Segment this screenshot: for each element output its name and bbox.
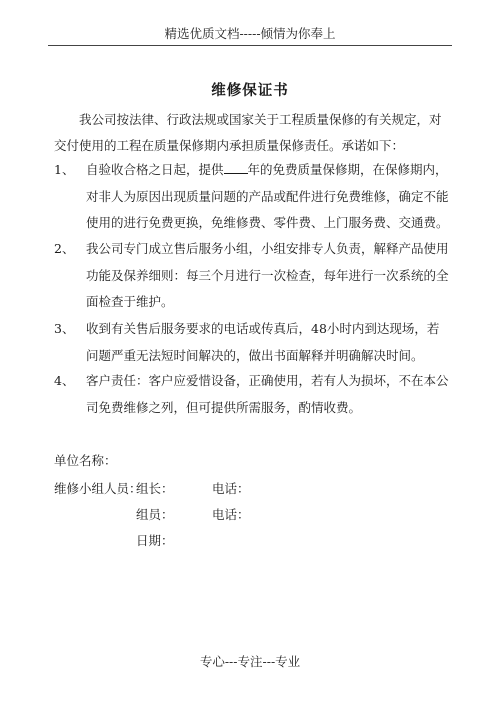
- clause-3: [54, 316, 450, 369]
- clause-text: 自验收合格之日起，提供 年的免费质量保修期，在保修期内，对非人为原因出现质量问题的产品或配件进行免费维修，确定不能使用的进行免费更换，免维修费、零件费、上门服务费、交通费。: [86, 162, 449, 230]
- clause-text: 客户责任：客户应爱惜设备，正确使用，若有人为损坏，不在本公司免费维修之列，但可提供所需服务，酌情收费。: [86, 373, 449, 415]
- unit-name-label: 单位名称：: [54, 453, 117, 468]
- team-members-label: 维修小组人员：: [54, 481, 142, 496]
- clause-2: [54, 236, 450, 316]
- clause-number: 1、: [54, 162, 75, 177]
- page-footer: 专心---专注---专业: [199, 654, 301, 669]
- clause-4: [54, 368, 450, 421]
- phone-label: 电话：: [212, 481, 250, 496]
- date-label: 日期：: [136, 533, 174, 548]
- header-divider: [48, 45, 452, 46]
- document-title: 维修保证书: [211, 82, 289, 99]
- intro-paragraph: 我公司按法律、行政法规或国家关于工程质量保修的有关规定，对交付使用的工程在质量保修期内承担质量保修责任。承诺如下：: [54, 112, 442, 153]
- leader-label: 组长：: [136, 481, 174, 496]
- phone-label: 电话：: [212, 507, 250, 522]
- clause-number: 2、: [54, 241, 75, 256]
- clause-number: 3、: [54, 321, 75, 336]
- years-blank: [224, 161, 248, 174]
- page-header: 精选优质文档-----倾情为你奉上: [164, 26, 336, 41]
- clause-1: [54, 157, 450, 237]
- clause-text: 收到有关售后服务要求的电话或传真后，48小时内到达现场，若问题严重无法短时间解决的，做出书面解释并明确解决时间。: [86, 321, 440, 363]
- clause-number: 4、: [54, 373, 75, 388]
- clause-text: 我公司专门成立售后服务小组，小组安排专人负责，解释产品使用功能及保养细则：每三个月进行一次检查，每年进行一次系统的全面检查于维护。: [86, 241, 449, 309]
- member-label: 组员：: [136, 507, 174, 522]
